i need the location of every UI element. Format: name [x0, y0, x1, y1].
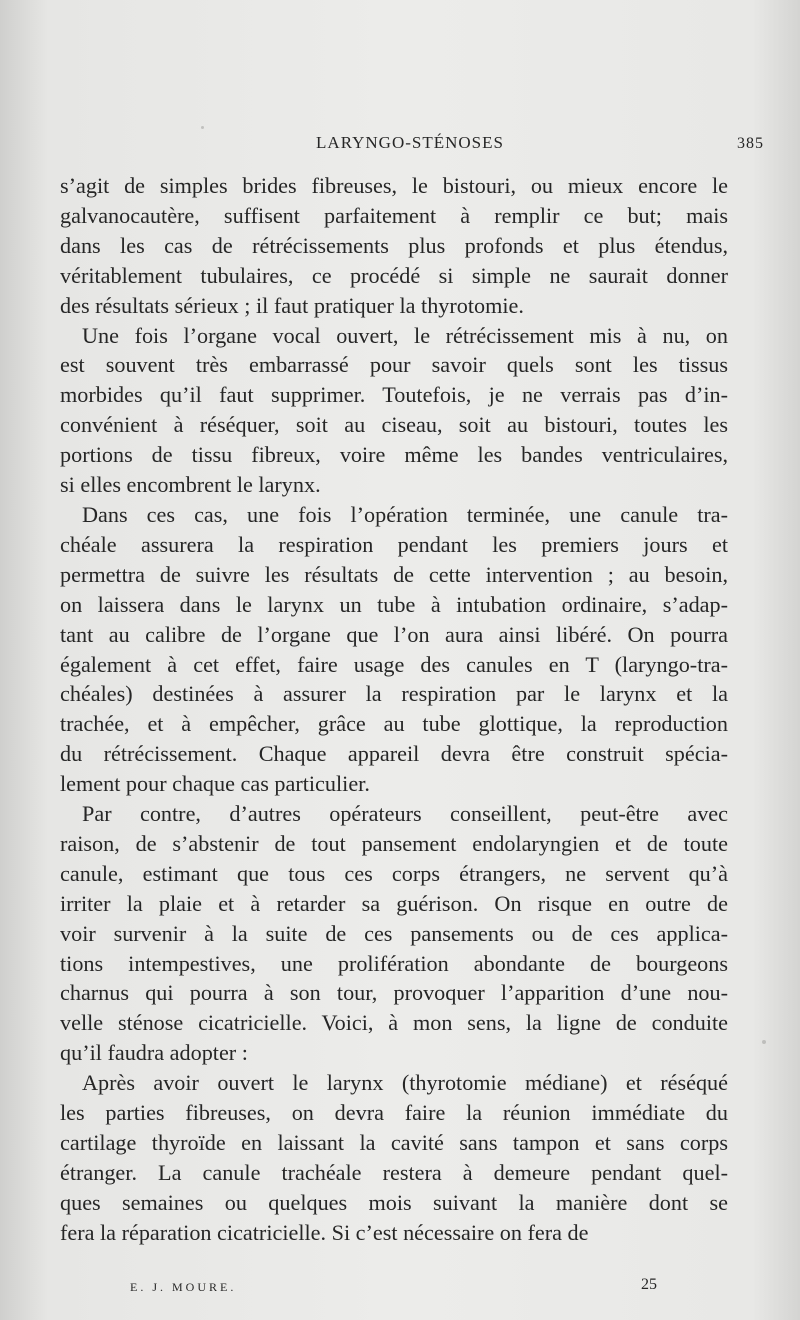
text-line: tant au calibre de l’organe que l’on aura ainsi libéré. On pourra	[60, 621, 728, 647]
ink-speck	[762, 1040, 766, 1044]
paragraph	[60, 500, 728, 799]
running-head	[60, 133, 764, 157]
text-line: également à cet effet, faire usage des canules en T (laryngo-tra-	[60, 651, 728, 677]
text-line: portions de tissu fibreux, voire même les bandes ventriculaires,	[60, 442, 728, 468]
text-line: morbides qu’il faut supprimer. Toutefois, je ne verrais pas d’in-	[60, 382, 728, 408]
text-line: s’agit de simples brides fibreuses, le bistouri, ou mieux encore le	[60, 173, 728, 198]
text-line: canule, estimant que tous ces corps étrangers, ne servent qu’à	[60, 860, 728, 886]
text-line: tions intempestives, une prolifération abondante de bourgeons	[60, 950, 728, 976]
text-line: Après avoir ouvert le larynx (thyrotomie médiane) et réséqué	[82, 1070, 728, 1096]
text-line: ques semaines ou quelques mois suivant la manière dont se	[60, 1189, 728, 1215]
text-line: fera la réparation cicatricielle. Si c’est nécessaire on fera de	[60, 1219, 589, 1245]
text-line: permettra de suivre les résultats de cette intervention ; au besoin,	[60, 561, 728, 587]
text-line: on laissera dans le larynx un tube à intubation ordinaire, s’adap-	[60, 591, 728, 617]
paragraph	[60, 321, 728, 500]
text-line: du rétrécissement. Chaque appareil devra être construit spécia-	[60, 741, 728, 767]
paragraph	[60, 171, 728, 321]
text-line: charnus qui pourra à son tour, provoquer l’apparition d’une nou-	[60, 980, 728, 1006]
running-title: LARYNGO-STÉNOSES	[316, 133, 504, 152]
text-line: chéale assurera la respiration pendant les premiers jours et	[60, 531, 728, 557]
sheet-number: 25	[641, 1276, 657, 1293]
text-line: irriter la plaie et à retarder sa guérison. On risque en outre de	[60, 890, 728, 916]
text-line: Dans ces cas, une fois l’opération terminée, une canule tra-	[82, 501, 728, 527]
text-line: est souvent très embarrassé pour savoir quels sont les tissus	[60, 352, 728, 378]
body-text	[60, 171, 728, 1248]
text-line: Une fois l’organe vocal ouvert, le rétrécissement mis à nu, on	[82, 322, 728, 348]
page-number: 385	[737, 135, 764, 152]
text-line: convénient à réséquer, soit au ciseau, soit au bistouri, toutes les	[60, 412, 728, 438]
text-line: si elles encombrent le larynx.	[60, 472, 321, 498]
text-line: voir survenir à la suite de ces pansements ou de ces applica-	[60, 920, 728, 946]
text-line: chéales) destinées à assurer la respiration par le larynx et la	[60, 681, 728, 707]
ink-speck	[201, 126, 204, 129]
text-line: trachée, et à empêcher, grâce au tube glottique, la reproduction	[60, 711, 728, 737]
paragraph	[60, 799, 728, 1068]
text-line: Par contre, d’autres opérateurs conseillent, peut-être avec	[82, 801, 728, 827]
text-line: lement pour chaque cas particulier.	[60, 771, 370, 797]
page-footer	[60, 1276, 760, 1298]
printer-signature: E. J. MOURE.	[130, 1280, 237, 1294]
text-line: cartilage thyroïde en laissant la cavité sans tampon et sans corps	[60, 1130, 728, 1155]
text-line: étranger. La canule trachéale restera à demeure pendant quel-	[60, 1159, 728, 1185]
text-line: qu’il faudra adopter :	[60, 1040, 248, 1066]
text-line: velle sténose cicatricielle. Voici, à mon sens, la ligne de conduite	[60, 1010, 728, 1036]
text-line: raison, de s’abstenir de tout pansement endolaryngien et de toute	[60, 830, 728, 856]
text-line: des résultats sérieux ; il faut pratiquer la thyrotomie.	[60, 292, 524, 318]
text-line: dans les cas de rétrécissements plus profonds et plus étendus,	[60, 232, 728, 258]
text-line: galvanocautère, suffisent parfaitement à remplir ce but; mais	[60, 202, 728, 228]
text-line: les parties fibreuses, on devra faire la réunion immédiate du	[60, 1100, 728, 1126]
paragraph	[60, 1068, 728, 1247]
text-line: véritablement tubulaires, ce procédé si simple ne saurait donner	[60, 262, 728, 288]
